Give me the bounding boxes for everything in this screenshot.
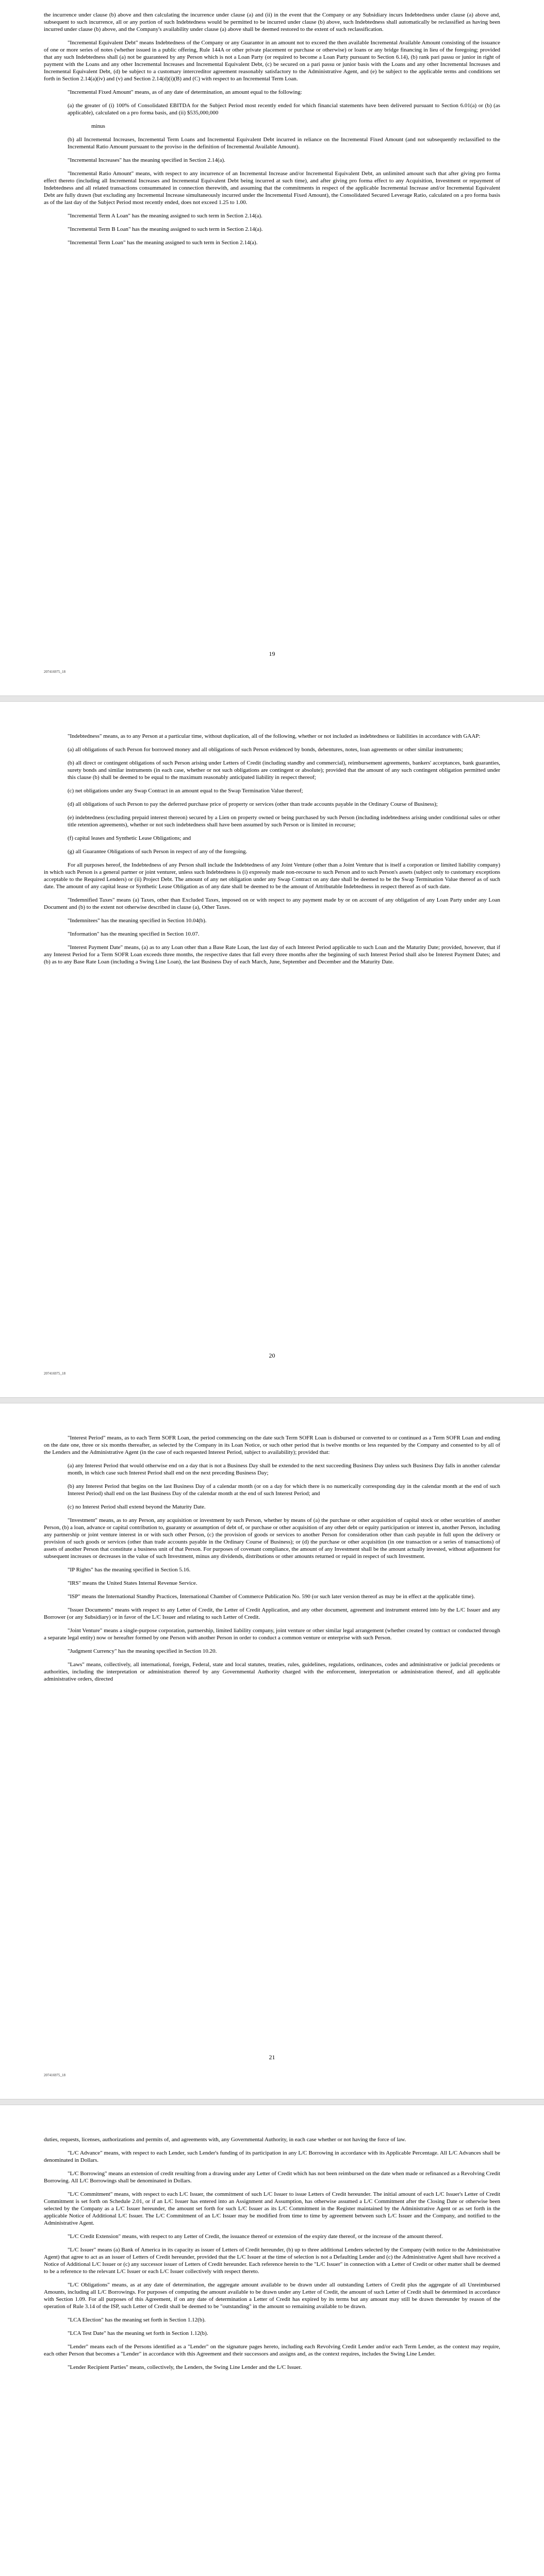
def-interest-payment-date: "Interest Payment Date" means, (a) as to any Loan other than a Base Rate Loan, the last day of each Interest Period applicable to such Loan and the Maturity Date; provided, however, that if any Interest Period for a Term SOFR Loan exceeds three months, the respective dates that fall every three months after the beginning of such Interest Period shall also be Interest Payment Dates; and (b) as to any Base Rate Loan (including a Swing Line Loan), the last Business Day of each March, June, September and December and the Maturity Date. xyxy=(44,944,500,965)
def-lc-obligations: "L/C Obligations" means, as at any date of determination, the aggregate amount available to be drawn under all outstanding Letters of Credit plus the aggregate of all Unreimbursed Amounts, including all L/C Borrowings. For purposes of computing the amount available to be drawn under any Letter of Credit, the amount of such Letter of Credit shall be determined in accordance with Section 1.09. For all purposes of this Agreement, if on any date of determination a Letter of Credit has expired by its terms but any amount may still be drawn thereunder by reason of the operation of Rule 3.14 of the ISP, such Letter of Credit shall be deemed to be "outstanding" in the amount so remaining available to be drawn. xyxy=(44,2282,500,2310)
page-19 xyxy=(0,0,544,696)
page-19-body xyxy=(44,11,500,252)
page-separator xyxy=(0,1397,544,1403)
page-21 xyxy=(0,1403,544,2099)
def-indemnitees: "Indemnitees" has the meaning specified in Section 10.04(b). xyxy=(68,918,207,924)
def-incremental-fixed-amount: "Incremental Fixed Amount" means, as of any date of determination, an amount equal to the following: xyxy=(68,89,302,95)
def-incremental-term-b-loan: "Incremental Term B Loan" has the meaning assigned to such term in Section 2.14(a). xyxy=(68,226,263,232)
indebtedness-item-c: (c) net obligations under any Swap Contract in an amount equal to the Swap Termination Value thereof; xyxy=(68,788,303,794)
page-20 xyxy=(0,702,544,1397)
doc-id: 207416975_18 xyxy=(44,2073,65,2077)
def-irs: "IRS" means the United States Internal Revenue Service. xyxy=(68,1580,197,1586)
indebtedness-item-f: (f) capital leases and Synthetic Lease Obligations; and xyxy=(68,835,191,841)
def-joint-venture: "Joint Venture" means a single-purpose corporation, partnership, limited liability company, joint venture or other similar legal arrangement (whether created by contract or conducted through a separate legal entity) now or hereafter formed by one Person with another Person in order to conduct a common venture or enterprise with such Person. xyxy=(44,1628,500,1641)
def-incremental-equivalent-debt: "Incremental Equivalent Debt" means Indebtedness of the Company or any Guarantor in an amount not to exceed the then available Incremental Available Amount consisting of the issuance of one or more series of notes (whether issued in a public offering, Rule 144A or other private placement or purchase or otherwise) or loans or any bridge financing in lieu of the foregoing; provided that any such Indebtedness shall (a) not be guaranteed by any Person which is not a Loan Party (or required to become a Loan Party pursuant to Section 6.14), (b) rank pari passu or junior in right of payment with the Loans and any other Incremental Increases and Incremental Equivalent Debt, (c) be secured on a pari passu or junior basis with the Loans and any other Incremental Increases and Incremental Equivalent Debt, (d) be subject to a customary intercreditor agreement reasonably satisfactory to the Administrative Agent, and (e) be subject to the applicable terms and conditions set forth in Section 2.14(a)(iv) and (v) and Section 2.14(d)(i)(B) and (C) with respect to an Incremental Term Loan. xyxy=(44,40,500,82)
doc-id: 207416975_18 xyxy=(44,670,65,674)
interest-period-b: (b) any Interest Period that begins on the last Business Day of a calendar month (or on a day for which there is no numerically corresponding day in the calendar month at the end of such Interest Period) shall end on the last Business Day of the calendar month at the end of such Interest Period; and xyxy=(68,1483,500,1497)
paragraph-continuation: the incurrence under clause (b) above and then calculating the incurrence under clause (a) and (ii) in the event that the Company or any Subsidiary incurs Indebtedness under clause (a) above and, subsequent to such incurrence, all or any portion of such Indebtedness would be permitted to be incurred under clause (b) above, such Indebtedness shall automatically be reclassified as having been incurred under clause (b) above, and the Company's availability under clause (a) above shall be deemed restored to the extent of such reclassification. xyxy=(44,12,500,32)
page-22 xyxy=(0,2105,544,2576)
def-incremental-increases: "Incremental Increases" has the meaning specified in Section 2.14(a). xyxy=(68,157,225,163)
indebtedness-item-b: (b) all direct or contingent obligations of such Person arising under Letters of Credit (including standby and commercial), reimbursement agreements, bankers' acceptances, bank guaranties, surety bonds and similar instruments (in each case, whether or not such obligations are contingent or absolute); provided that the amount of any such contingent obligation permitted under this clause (b) shall be deemed to be equal to the maximum reasonably anticipated liability in respect thereof; xyxy=(68,760,500,781)
indebtedness-tail: For all purposes hereof, the Indebtedness of any Person shall include the Indebtedness of any Joint Venture (other than a Joint Venture that is itself a corporation or limited liability company) in which such Person is a general partner or joint venturer, unless such Indebtedness is (i) expressly made non-recourse to such Person and to such Person's assets (subject only to customary exceptions acceptable to the Required Lenders) or (ii) Project Debt. The amount of any net obligation under any Swap Contract on any date shall be deemed to be the Swap Termination Value thereof as of such date. The amount of any capital lease or Synthetic Lease Obligation as of any date shall be deemed to be the amount of Attributable Indebtedness in respect thereof as of such date. xyxy=(44,862,500,890)
def-incremental-term-a-loan: "Incremental Term A Loan" has the meaning assigned to such term in Section 2.14(a). xyxy=(68,213,262,219)
interest-period-c: (c) no Interest Period shall extend beyond the Maturity Date. xyxy=(68,1504,206,1510)
indebtedness-item-a: (a) all obligations of such Person for borrowed money and all obligations of such Person evidenced by bonds, debentures, notes, loan agreements or other similar instruments; xyxy=(68,747,463,753)
def-ifa-clause-b: (b) all Incremental Increases, Incremental Term Loans and Incremental Equivalent Debt incurred in reliance on the Incremental Fixed Amount (and not subsequently reclassified to the Incremental Ratio Amount pursuant to the proviso in the definition of Incremental Available Amount). xyxy=(68,137,500,150)
def-isp: "ISP" means the International Standby Practices, International Chamber of Commerce Publication No. 590 (or such later version thereof as may be in effect at the applicable time). xyxy=(68,1594,475,1600)
def-incremental-ratio-amount: "Incremental Ratio Amount" means, with respect to any incurrence of an Incremental Increase and/or Incremental Equivalent Debt, an unlimited amount such that after giving pro forma effect thereto (including all Incremental Increases and Incremental Equivalent Debt being incurred at such time), and after giving pro forma effect to any Acquisition, Investment or repayment of Indebtedness and all related transactions consummated in connection therewith, and assuming that the commitments in respect of the applicable Incremental Increase and/or Incremental Equivalent Debt are fully drawn (but excluding any Incremental Increase simultaneously incurred under the Incremental Fixed Amount), the Consolidated Secured Leverage Ratio, calculated on a pro forma basis as of the last day of the Subject Period most recently ended, does not exceed 1.25 to 1.00. xyxy=(44,171,500,206)
def-ifa-clause-a: (a) the greater of (i) 100% of Consolidated EBITDA for the Subject Period most recently ended for which financial statements have been delivered pursuant to Section 6.01(a) or (b) (as applicable), calculated on a pro forma basis, and (ii) $535,000,000 xyxy=(68,103,500,116)
page-separator xyxy=(0,2099,544,2105)
def-issuer-documents: "Issuer Documents" means with respect to any Letter of Credit, the Letter of Credit Application, and any other document, agreement and instrument entered into by the L/C Issuer and any Borrower (or any Subsidiary) or in favor of the L/C Issuer and relating to such Letter of Credit. xyxy=(44,1607,500,1620)
page-22-body xyxy=(44,2136,500,2377)
def-lc-issuer: "L/C Issuer" means (a) Bank of America in its capacity as issuer of Letters of Credit hereunder, (b) up to three additional Lenders selected by the Company (with notice to the Administrative Agent) that agree to act as an issuer of Letters of Credit hereunder, provided that the L/C Issuer at the time of selection is not a Defaulting Lender and (c) the Administrative Agent shall have received a Notice of Additional L/C Issuer or (c) any successor issuer of Letters of Credit hereunder. Each reference herein to the "L/C Issuer" in connection with a Letter of Credit or other matter shall be deemed to be a reference to the relevant L/C Issuer or each L/C Issuer collectively with respect thereto. xyxy=(44,2247,500,2275)
def-laws: "Laws" means, collectively, all international, foreign, Federal, state and local statutes, treaties, rules, guidelines, regulations, ordinances, codes and administrative or judicial precedents or authorities, including the interpretation or administration thereof by any Governmental Authority charged with the enforcement, interpretation or administration thereof, and all applicable administrative orders, directed xyxy=(44,1662,500,1682)
doc-id: 207416975_18 xyxy=(44,1371,65,1376)
def-judgment-currency: "Judgment Currency" has the meaning specified in Section 10.20. xyxy=(68,1648,217,1654)
page-number: 19 xyxy=(269,650,275,657)
page-20-body xyxy=(44,733,500,972)
def-lender-recipient-parties: "Lender Recipient Parties" means, collectively, the Lenders, the Swing Line Lender and the L/C Issuer. xyxy=(68,2364,302,2370)
page-number: 21 xyxy=(269,2054,275,2061)
page-separator xyxy=(0,696,544,702)
def-indemnified-taxes: "Indemnified Taxes" means (a) Taxes, other than Excluded Taxes, imposed on or with respect to any payment made by or on account of any obligation of any Loan Party under any Loan Document and (b) to the extent not otherwise described in clause (a), Other Taxes. xyxy=(44,897,500,910)
def-lca-test-date: "LCA Test Date" has the meaning set forth in Section 1.12(b). xyxy=(68,2330,208,2336)
def-lca-election: "LCA Election" has the meaning set forth in Section 1.12(b). xyxy=(68,2317,206,2323)
def-indebtedness: "Indebtedness" means, as to any Person at a particular time, without duplication, all of the following, whether or not included as indebtedness or liabilities in accordance with GAAP: xyxy=(68,733,481,739)
def-information: "Information" has the meaning specified in Section 10.07. xyxy=(68,931,200,937)
page-21-body xyxy=(44,1434,500,1689)
indebtedness-item-g: (g) all Guarantee Obligations of such Person in respect of any of the foregoing. xyxy=(68,849,248,855)
def-incremental-term-loan: "Incremental Term Loan" has the meaning assigned to such term in Section 2.14(a). xyxy=(68,240,258,246)
def-lc-advance: "L/C Advance" means, with respect to each Lender, such Lender's funding of its participation in any L/C Borrowing in accordance with its Applicable Percentage. All L/C Advances shall be denominated in Dollars. xyxy=(44,2150,500,2163)
def-lender: "Lender" means each of the Persons identified as a "Lender" on the signature pages hereto, including each Revolving Credit Lender and/or each Term Lender, as the context may require, each other Person that becomes a "Lender" in accordance with this Agreement and their successors and assigns and, as the context requires, includes the Swing Line Lender. xyxy=(44,2344,500,2357)
interest-period-a: (a) any Interest Period that would otherwise end on a day that is not a Business Day shall be extended to the next succeeding Business Day unless such Business Day falls in another calendar month, in which case such Interest Period shall end on the next preceding Business Day; xyxy=(68,1463,500,1476)
def-investment: "Investment" means, as to any Person, any acquisition or investment by such Person, whether by means of (a) the purchase or other acquisition of capital stock or other securities of another Person, (b) a loan, advance or capital contribution to, guaranty or assumption of debt of, or purchase or other acquisition of any other debt or equity participation or interest in, another Person, including any partnership or joint venture interest in or with such other Person, (c) the provision of goods or services to another Person for consideration other than cash payable in full upon the delivery or provision of such goods or services (other than trade accounts payable in the Ordinary Course of Business); or (d) the purchase or other acquisition (in one transaction or a series of transactions) of assets of another Person that constitute a business unit of that Person. For purposes of covenant compliance, the amount of any Investment shall be the amount actually invested, without adjustment for subsequent increases or decreases in the value of such Investment, minus any dividends, distributions or other amounts returned or repaid in respect of such Investment. xyxy=(44,1517,500,1560)
def-lc-commitment: "L/C Commitment" means, with respect to each L/C Issuer, the commitment of such L/C Issuer to issue Letters of Credit hereunder. The initial amount of each L/C Issuer's Letter of Credit Commitment is set forth on Schedule 2.01, or if an L/C Issuer has entered into an Assignment and Assumption, has otherwise assumed a L/C Commitment after the Closing Date or otherwise been selected by the Company as a L/C Issuer hereunder, the amount set forth for such L/C Issuer as its L/C Commitment in the Register maintained by the Administrative Agent or as set forth in the applicable Notice of Additional L/C Issuer. The L/C Commitment of an L/C Issuer may be modified from time to time by agreement between such L/C Issuer and the Company, and notified to the Administrative Agent. xyxy=(44,2191,500,2226)
indebtedness-item-d: (d) all obligations of such Person to pay the deferred purchase price of property or services (other than trade accounts payable in the Ordinary Course of Business); xyxy=(68,801,438,807)
paragraph-continuation: duties, requests, licenses, authorizations and permits of, and agreements with, any Governmental Authority, in each case whether or not having the force of law. xyxy=(44,2137,406,2143)
def-lc-credit-extension: "L/C Credit Extension" means, with respect to any Letter of Credit, the issuance thereof or extension of the expiry date thereof, or the increase of the amount thereof. xyxy=(68,2233,443,2240)
def-interest-period: "Interest Period" means, as to each Term SOFR Loan, the period commencing on the date such Term SOFR Loan is disbursed or converted to or continued as a Term SOFR Loan and ending on the date one, three or six months thereafter, as selected by the Company in its Loan Notice, or such other period that is twelve months or less requested by the Company and consented to by all of the Lenders and the Administrative Agent (in the case of each requested Interest Period, subject to availability); provided that: xyxy=(44,1435,500,1455)
def-ip-rights: "IP Rights" has the meaning specified in Section 5.16. xyxy=(68,1567,191,1573)
indebtedness-item-e: (e) indebtedness (excluding prepaid interest thereon) secured by a Lien on property owned or being purchased by such Person (including indebtedness arising under conditional sales or other title retention agreements), whether or not such indebtedness shall have been assumed by such Person or is limited in recourse; xyxy=(68,815,500,828)
def-lc-borrowing: "L/C Borrowing" means an extension of credit resulting from a drawing under any Letter of Credit which has not been reimbursed on the date when made or refinanced as a Revolving Credit Borrowing. All L/C Borrowings shall be denominated in Dollars. xyxy=(44,2171,500,2184)
page-number: 20 xyxy=(269,1352,275,1359)
def-ifa-minus: minus xyxy=(91,123,105,129)
